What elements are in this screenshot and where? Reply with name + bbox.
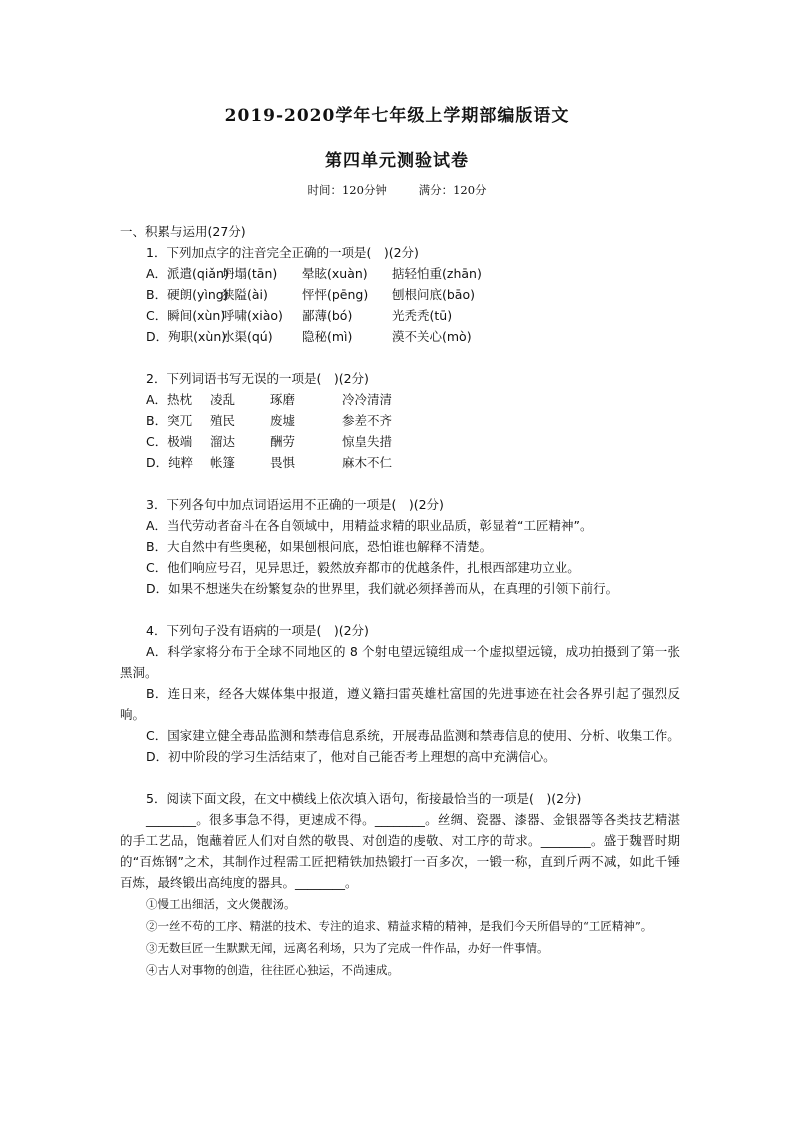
q2-option-c [120, 431, 680, 452]
exam-title-line2: 第四单元测验试卷 [325, 151, 469, 171]
q2-c-2: 溜达 [210, 434, 236, 449]
q2-stem: 2．下列词语书写无误的一项是( )(2分) [146, 371, 369, 386]
q5-choice-2: ②一丝不苟的工序、精湛的技术、专注的追求、精益求精的精神，是我们今天所倡导的“工匠精神”。 [146, 919, 653, 933]
q3-option-d: D．如果不想迷失在纷繁复杂的世界里，我们就必须择善而从，在真理的引领下前行。 [146, 581, 619, 596]
exam-meta [0, 182, 794, 198]
q1-a-2: 坍塌(tān) [222, 266, 278, 281]
q1-option-d [120, 326, 680, 347]
q1-option-c [120, 305, 680, 326]
q1-c-4: 光秃秃(tū) [392, 308, 453, 323]
q2-b-1: B．突兀 [146, 413, 193, 428]
q1-b-1: B．硬朗(yìng) [146, 287, 229, 302]
q1-b-2: 狭隘(ài) [222, 287, 268, 302]
q4-option-d: D．初中阶段的学习生活结束了，他对自己能否考上理想的高中充满信心。 [146, 749, 556, 764]
q1-a-4: 掂轻怕重(zhān) [392, 266, 482, 281]
q3-stem: 3．下列各句中加点词语运用不正确的一项是( )(2分) [146, 497, 444, 512]
q5-choice-1: ①慢工出细活，文火煲靓汤。 [146, 897, 296, 911]
q3-option-a: A．当代劳动者奋斗在各自领域中，用精益求精的职业品质，彰显着“工匠精神”。 [146, 518, 593, 533]
q3-option-b: B．大自然中有些奥秘，如果刨根问底，恐怕谁也解释不清楚。 [146, 539, 493, 554]
q2-b-2: 殖民 [210, 413, 236, 428]
q1-c-3: 鄙薄(bó) [302, 308, 353, 323]
q2-d-4: 麻木不仁 [342, 455, 393, 470]
q2-c-3: 酬劳 [270, 434, 296, 449]
q1-a-3: 晕眩(xuàn) [302, 266, 368, 281]
q2-c-1: C．极端 [146, 434, 193, 449]
q1-c-2: 呼啸(xiào) [222, 308, 283, 323]
q2-a-3: 琢磨 [270, 392, 296, 407]
exam-title-line1: 2019-2020学年七年级上学期部编版语文 [224, 106, 570, 126]
q1-d-1: D．殉职(xùn) [146, 329, 227, 344]
q2-d-3: 畏惧 [270, 455, 296, 470]
q1-d-4: 漠不关心(mò) [392, 329, 472, 344]
q4-option-b: B．连日来，经各大媒体集中报道，遵义籍扫雷英雄杜富国的先进事迹在社会各界引起了强烈反响。 [120, 686, 680, 722]
q2-d-2: 帐篷 [210, 455, 236, 470]
q1-d-2: 水渠(qú) [222, 329, 273, 344]
q1-d-3: 隐秘(mì) [302, 329, 353, 344]
q4-option-a: A．科学家将分布于全球不同地区的 8 个射电望远镜组成一个虚拟望远镜，成功拍摄到了第一张黑洞。 [120, 644, 680, 680]
q2-a-1: A．热枕 [146, 392, 193, 407]
q2-a-4: 冷冷清清 [342, 392, 393, 407]
q2-b-4: 参差不齐 [342, 413, 393, 428]
q1-option-a [120, 263, 680, 284]
q2-option-d [120, 452, 680, 473]
q3-option-c: C．他们响应号召，见异思迁，毅然放弃都市的优越条件，扎根西部建功立业。 [146, 560, 580, 575]
q2-a-2: 凌乱 [210, 392, 236, 407]
exam-score: 满分：120分 [418, 183, 487, 197]
q4-option-c: C．国家建立健全毒品监测和禁毒信息系统，开展毒品监测和禁毒信息的使用、分析、收集工作。 [146, 728, 680, 743]
q5-choice-3: ③无数巨匠一生默默无闻，远离名利场，只为了完成一件作品，办好一件事情。 [146, 941, 549, 955]
q2-option-a [120, 389, 680, 410]
q2-c-4: 惊皇失措 [342, 434, 393, 449]
q1-b-3: 怦怦(pēng) [302, 287, 369, 302]
q2-b-3: 废墟 [270, 413, 296, 428]
q4-stem: 4．下列句子没有语病的一项是( )(2分) [146, 623, 369, 638]
exam-time: 时间：120分钟 [307, 183, 387, 197]
q5-choices [120, 893, 680, 981]
q2-option-b [120, 410, 680, 431]
q2-d-1: D．纯粹 [146, 455, 194, 470]
section-heading: 一、积累与运用(27分) [120, 224, 246, 239]
q5-passage: ________。很多事急不得，更速成不得。________。丝绸、瓷器、漆器、金银器等各类技艺精湛的手工艺品，饱蘸着匠人们对自然的敬畏、对创造的虔敬、对工序的苛求。________。盛于魏晋时期的“百炼钢”之术，其制作过程需工匠把精铁加热锻打一百多次，一锻一称，直到斤两不减，如此千锤百炼，最终锻出高纯度的器具。________。 [120, 812, 680, 890]
q5-stem: 5．阅读下面文段，在文中横线上依次填入语句，衔接最恰当的一项是( )(2分) [146, 791, 582, 806]
q1-c-1: C．瞬间(xùn) [146, 308, 226, 323]
q1-b-4: 刨根问底(bāo) [392, 287, 475, 302]
q1-option-b [120, 284, 680, 305]
q1-a-1: A．派遣(qiǎn) [146, 266, 229, 281]
q1-stem: 1．下列加点字的注音完全正确的一项是( )(2分) [146, 245, 419, 260]
q5-choice-4: ④古人对事物的创造，往往匠心独运，不尚速成。 [146, 963, 399, 977]
exam-body [120, 221, 680, 981]
